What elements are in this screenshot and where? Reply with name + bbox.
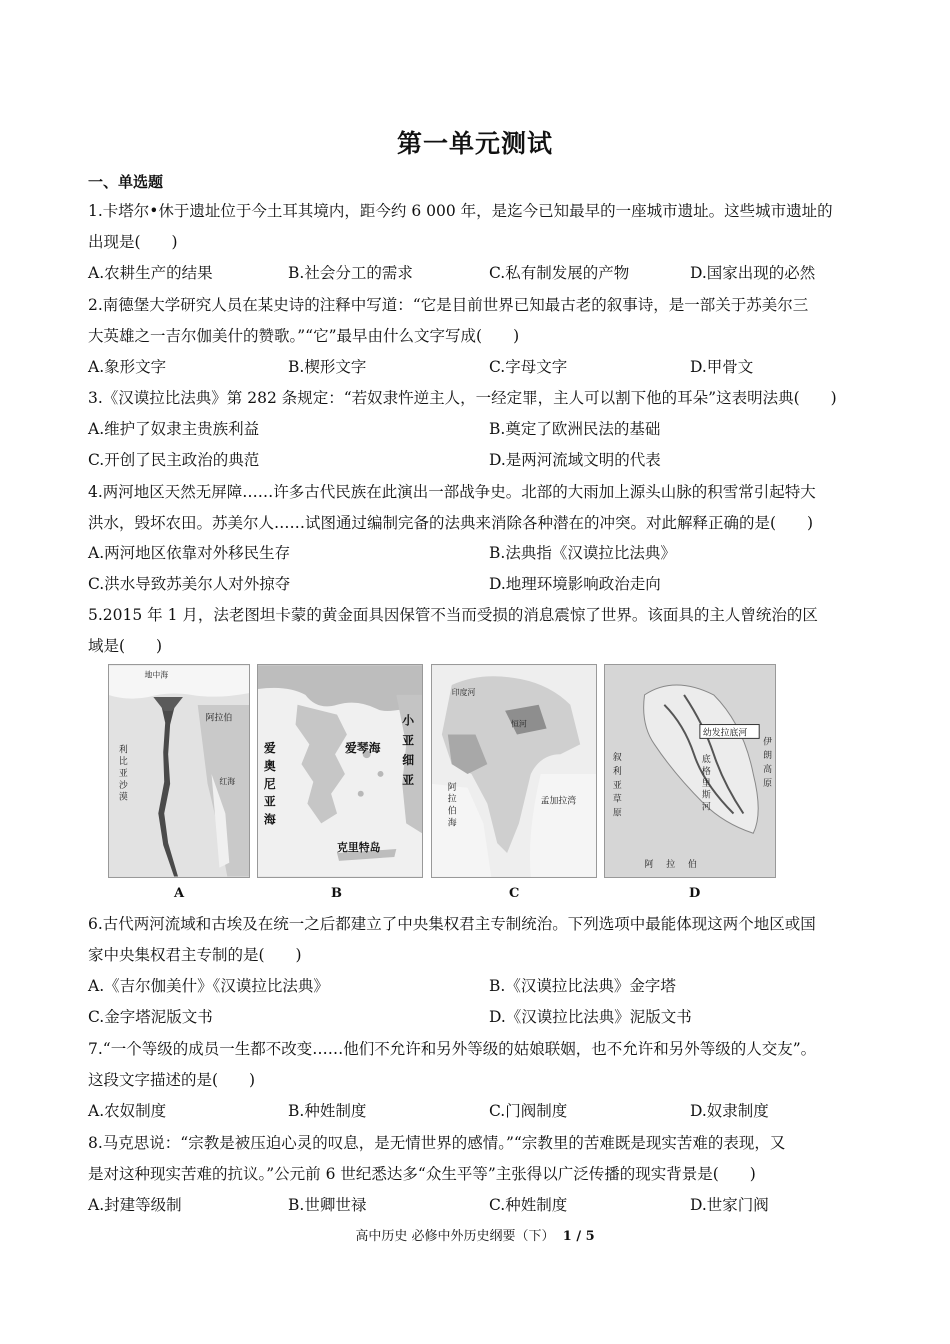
map-text: 拉 bbox=[447, 794, 457, 805]
map-d-mesopotamia[interactable] bbox=[604, 664, 776, 878]
map-a-nile[interactable] bbox=[108, 664, 250, 878]
option-a[interactable]: A.农奴制度 bbox=[88, 1102, 167, 1120]
map-text: 伊 bbox=[763, 737, 773, 748]
option-d[interactable]: D.是两河流域文明的代表 bbox=[489, 451, 661, 469]
option-c[interactable]: C.字母文字 bbox=[489, 358, 568, 376]
map-text: 红海 bbox=[219, 776, 236, 786]
option-b[interactable]: B.奠定了欧洲民法的基础 bbox=[489, 420, 661, 438]
map-c-india[interactable] bbox=[431, 664, 597, 878]
map-text: 阿 bbox=[447, 782, 457, 793]
map-text: 尼 bbox=[263, 776, 276, 791]
option-a[interactable]: A.维护了奴隶主贵族利益 bbox=[88, 420, 260, 438]
map-text: 幼发拉底河 bbox=[702, 728, 748, 739]
map-text: 原 bbox=[763, 778, 773, 789]
map-options bbox=[108, 664, 776, 878]
map-text: 漠 bbox=[118, 792, 128, 803]
map-text: 草 bbox=[612, 794, 622, 805]
question-4-options-row-1 bbox=[88, 538, 878, 569]
question-7 bbox=[88, 1034, 866, 1096]
question-line: 是对这种现实苦难的抗议。”公元前 6 世纪悉达多“众生平等”主张得以广泛传播的现实背景是( ) bbox=[88, 1165, 756, 1183]
map-text: 亚 bbox=[402, 733, 415, 748]
question-line: 6.古代两河流域和古埃及在统一之后都建立了中央集权君主专制统治。下列选项中最能体现这两个地区或国 bbox=[88, 915, 816, 933]
map-text: 高 bbox=[763, 764, 773, 775]
option-b[interactable]: B.世卿世禄 bbox=[288, 1196, 367, 1214]
map-text: 海 bbox=[447, 818, 457, 829]
section-heading: 一、单选题 bbox=[88, 173, 164, 191]
question-1 bbox=[88, 196, 866, 258]
question-4 bbox=[88, 477, 866, 539]
map-b-greece[interactable] bbox=[257, 664, 423, 878]
question-6-options-row-2 bbox=[88, 1002, 878, 1033]
question-2 bbox=[88, 290, 866, 352]
map-label-c: C bbox=[509, 886, 520, 901]
map-text: 地中海 bbox=[144, 670, 169, 680]
question-3 bbox=[88, 383, 866, 414]
map-text: 伯 bbox=[447, 806, 457, 817]
map-text: 印度河 bbox=[451, 687, 476, 697]
map-text: 朗 bbox=[763, 751, 773, 762]
question-1-options bbox=[88, 258, 878, 289]
map-text: 原 bbox=[612, 808, 622, 819]
option-d[interactable]: D.甲骨文 bbox=[690, 358, 754, 376]
greece-map-image bbox=[258, 665, 422, 877]
option-a[interactable]: A.封建等级制 bbox=[88, 1196, 182, 1214]
option-a[interactable]: A.象形文字 bbox=[88, 358, 167, 376]
india-map-image bbox=[432, 665, 596, 877]
question-3-options-row-2 bbox=[88, 445, 878, 476]
map-text: 河 bbox=[701, 802, 711, 813]
map-text: 小 bbox=[402, 713, 415, 728]
map-text: 孟加拉湾 bbox=[540, 796, 577, 807]
question-line: 4.两河地区天然无屏障……许多古代民族在此演出一部战争史。北部的大雨加上源头山脉的积雪常引起特大 bbox=[88, 483, 816, 501]
question-4-options-row-2 bbox=[88, 569, 878, 600]
map-label-d: D bbox=[689, 886, 701, 901]
map-text: 亚 bbox=[612, 780, 622, 791]
map-text: 格 bbox=[701, 766, 711, 777]
question-line: 3.《汉谟拉比法典》第 282 条规定：“若奴隶忤逆主人，一经定罪，主人可以割下他的耳朵”这表明法典( ) bbox=[88, 389, 837, 407]
map-text: 里 bbox=[701, 778, 711, 789]
map-text: 阿 bbox=[644, 859, 654, 870]
question-8-options bbox=[88, 1190, 878, 1221]
map-text: 爱琴海 bbox=[344, 741, 381, 756]
map-text: 叙 bbox=[612, 753, 622, 764]
map-text: 亚 bbox=[402, 772, 415, 787]
map-text: 利 bbox=[612, 766, 622, 777]
map-label-b: B bbox=[331, 886, 342, 901]
nile-map-image bbox=[109, 665, 249, 877]
option-c[interactable]: C.金字塔泥版文书 bbox=[88, 1008, 213, 1026]
map-text: 海 bbox=[263, 812, 276, 827]
option-a[interactable]: A.两河地区依靠对外移民生存 bbox=[88, 544, 291, 562]
map-text: 阿拉伯 bbox=[205, 713, 233, 724]
map-text: 伯 bbox=[688, 859, 697, 870]
question-line: 域是( ) bbox=[88, 637, 163, 655]
page-footer bbox=[0, 1225, 950, 1244]
question-6-options-row-1 bbox=[88, 971, 878, 1002]
map-text: 恒河 bbox=[511, 719, 527, 729]
map-text: 亚 bbox=[263, 794, 276, 809]
option-b[interactable]: B.社会分工的需求 bbox=[288, 264, 413, 282]
option-d[interactable]: D.《汉谟拉比法典》泥版文书 bbox=[489, 1008, 692, 1026]
option-c[interactable]: C.洪水导致苏美尔人对外掠夺 bbox=[88, 575, 291, 593]
map-text: 比 bbox=[118, 757, 128, 768]
map-text: 亚 bbox=[118, 768, 128, 779]
option-b[interactable]: B.《汉谟拉比法典》金字塔 bbox=[489, 977, 676, 995]
question-line: 8.马克思说：“宗教是被压迫心灵的叹息，是无情世界的感情。”“宗教里的苦难既是现实苦难的表现，又 bbox=[88, 1134, 786, 1152]
map-text: 奥 bbox=[263, 759, 276, 774]
map-text: 细 bbox=[402, 753, 415, 768]
page-title: 第一单元测试 bbox=[396, 129, 553, 158]
option-d[interactable]: D.地理环境影响政治走向 bbox=[489, 575, 661, 593]
option-b[interactable]: B.种姓制度 bbox=[288, 1102, 367, 1120]
map-text: 拉 bbox=[666, 859, 676, 870]
question-line: 家中央集权君主专制的是( ) bbox=[88, 946, 302, 964]
question-line: 洪水，毁坏农田。苏美尔人……试图通过编制完备的法典来消除各种潜在的冲突。对此解释正确的是( ) bbox=[88, 514, 814, 532]
map-label-a: A bbox=[174, 886, 185, 901]
mesopotamia-map-image bbox=[605, 665, 775, 877]
question-6 bbox=[88, 909, 866, 971]
footer-course: 高中历史 必修中外历史纲要（下） bbox=[355, 1229, 555, 1244]
page-number: 1 / 5 bbox=[562, 1229, 595, 1244]
question-line: 2.南德堡大学研究人员在某史诗的注释中写道：“它是目前世界已知最古老的叙事诗，是一部关于苏美尔三 bbox=[88, 296, 809, 314]
question-2-options bbox=[88, 352, 878, 383]
question-8 bbox=[88, 1128, 866, 1190]
option-c[interactable]: C.种姓制度 bbox=[489, 1196, 568, 1214]
question-line: 出现是( ) bbox=[88, 233, 178, 251]
option-a[interactable]: A.《吉尔伽美什》《汉谟拉比法典》 bbox=[88, 977, 329, 995]
question-3-options-row-1 bbox=[88, 414, 878, 445]
question-5 bbox=[88, 600, 866, 662]
option-b[interactable]: B.法典指《汉谟拉比法典》 bbox=[489, 544, 676, 562]
question-line: 大英雄之一吉尔伽美什的赞歌。”“它”最早由什么文字写成( ) bbox=[88, 327, 520, 345]
option-c[interactable]: C.私有制发展的产物 bbox=[489, 264, 630, 282]
option-a[interactable]: A.农耕生产的结果 bbox=[88, 264, 213, 282]
option-d[interactable]: D.国家出现的必然 bbox=[690, 264, 816, 282]
map-text: 利 bbox=[118, 745, 128, 756]
map-text: 沙 bbox=[118, 780, 128, 791]
question-7-options bbox=[88, 1096, 878, 1127]
question-line: 1.卡塔尔•休于遗址位于今土耳其境内，距今约 6 000 年，是迄今已知最早的一座城市遗址。这些城市遗址的 bbox=[88, 202, 833, 220]
question-line: 5.2015 年 1 月，法老图坦卡蒙的黄金面具因保管不当而受损的消息震惊了世界。该面具的主人曾统治的区 bbox=[88, 606, 818, 624]
map-text: 斯 bbox=[701, 790, 711, 801]
map-text: 爱 bbox=[263, 741, 276, 756]
option-c[interactable]: C.门阀制度 bbox=[489, 1102, 568, 1120]
question-line: 7.“一个等级的成员一生都不改变……他们不允许和另外等级的姑娘联姻，也不允许和另外等级的人交友”。 bbox=[88, 1040, 817, 1058]
option-c[interactable]: C.开创了民主政治的典范 bbox=[88, 451, 260, 469]
question-line: 这段文字描述的是( ) bbox=[88, 1071, 256, 1089]
option-b[interactable]: B.楔形文字 bbox=[288, 358, 367, 376]
map-text: 克里特岛 bbox=[337, 841, 381, 855]
option-d[interactable]: D.世家门阀 bbox=[690, 1196, 769, 1214]
option-d[interactable]: D.奴隶制度 bbox=[690, 1102, 769, 1120]
map-text: 底 bbox=[701, 755, 711, 766]
